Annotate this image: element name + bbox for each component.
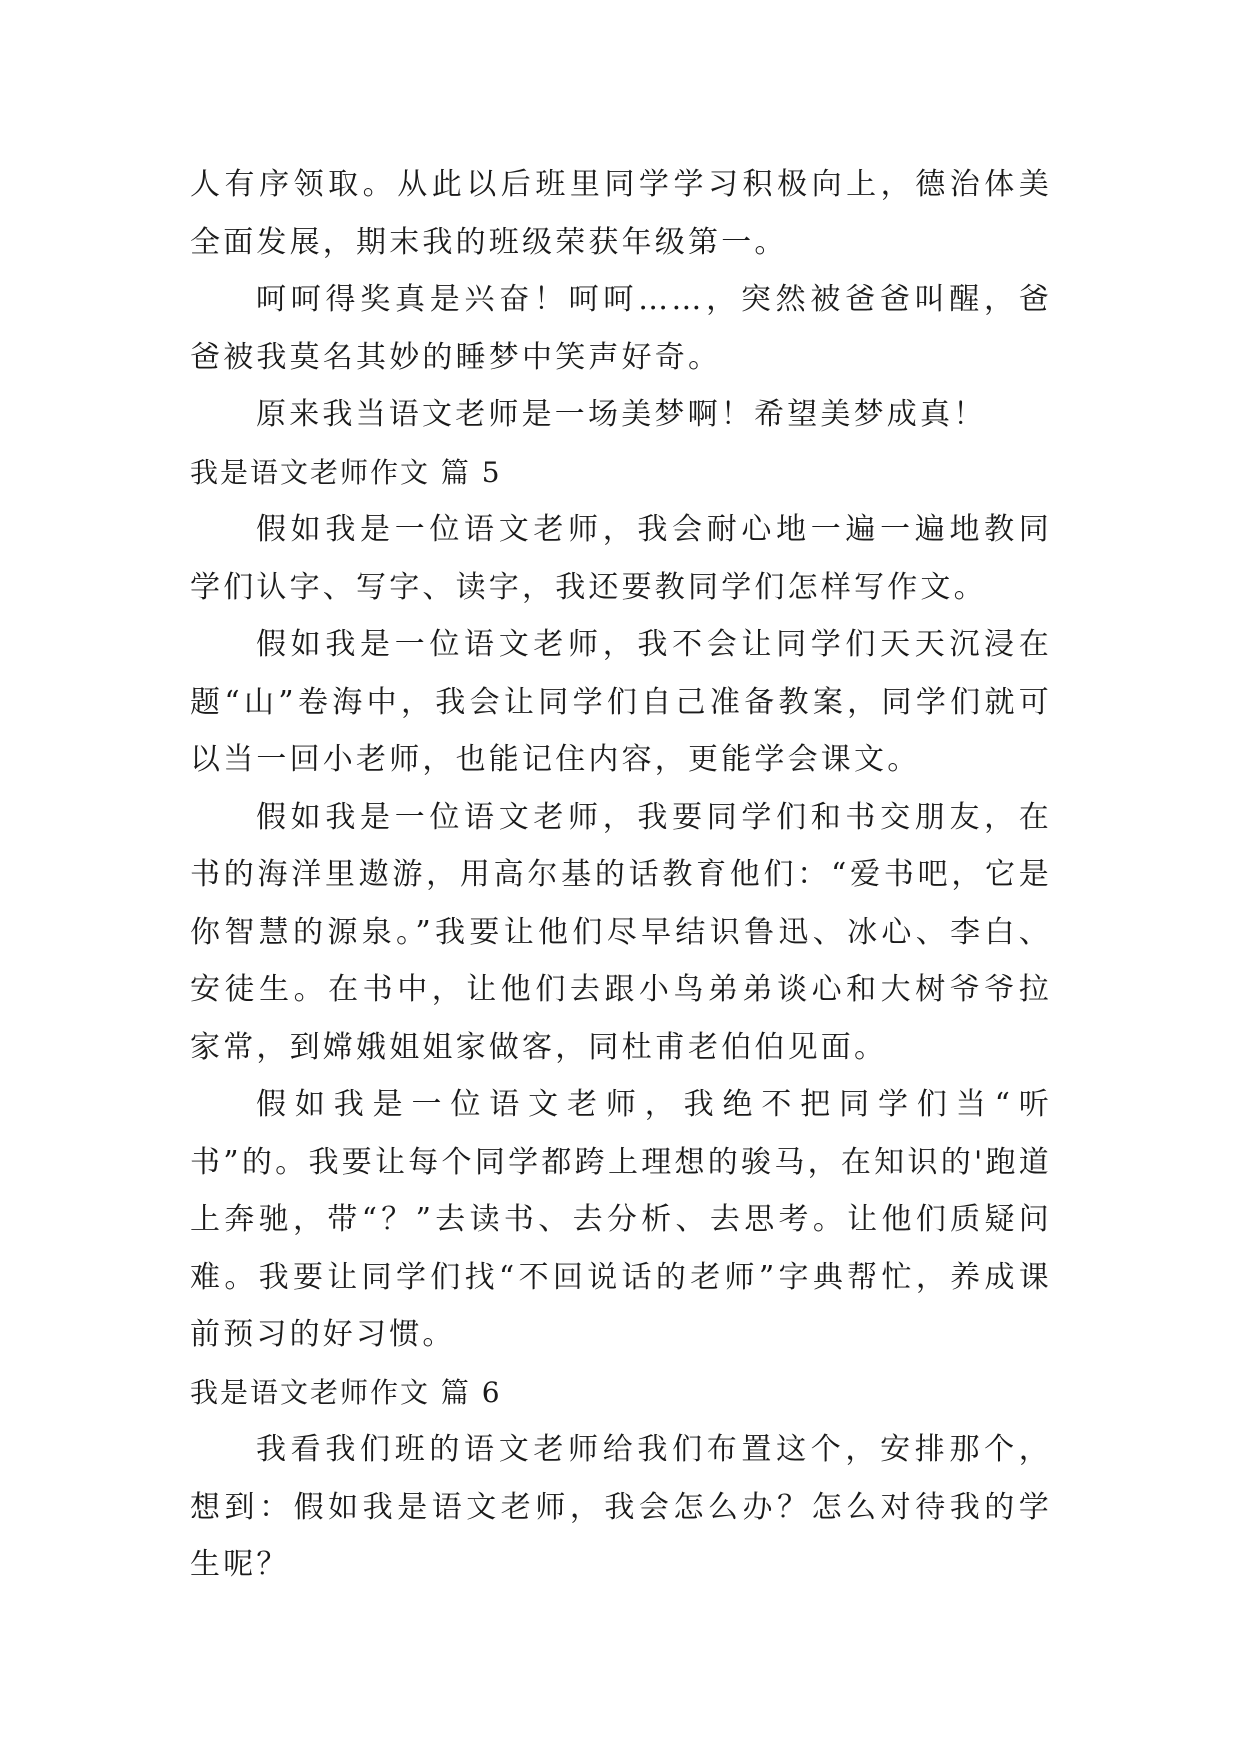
paragraph: 假如我是一位语文老师，我绝不把同学们当“听书”的。我要让每个同学都跨上理想的骏马，在知识的'跑道上奔驰，带“？”去读书、去分析、去思考。让他们质疑问难。我要让同学们找“不回说话的老师”字典帮忙，养成课前预习的好习惯。 (190, 1087, 1052, 1352)
paragraph: 呵呵得奖真是兴奋！呵呵……，突然被爸爸叫醒，爸爸被我莫名其妙的睡梦中笑声好奇。 (190, 282, 1052, 375)
paragraph: 原来我当语文老师是一场美梦啊！希望美梦成真！ (256, 397, 987, 432)
paragraph: 我看我们班的语文老师给我们布置这个，安排那个，想到：假如我是语文老师，我会怎么办？怎么对待我的学生呢？ (190, 1432, 1052, 1582)
paragraph: 假如我是一位语文老师，我要同学们和书交朋友，在书的海洋里遨游，用高尔基的话教育他们：“爱书吧，它是你智慧的源泉。”我要让他们尽早结识鲁迅、冰心、李白、安徒生。在书中，让他们去跟小鸟弟弟谈心和大树爷爷拉家常，到嫦娥姐姐家做客，同杜甫老伯伯见面。 (190, 799, 1052, 1065)
paragraph: 假如我是一位语文老师，我不会让同学们天天沉浸在题“山”卷海中，我会让同学们自己准备教案，同学们就可以当一回小老师，也能记住内容，更能学会课文。 (190, 627, 1052, 777)
document-body (190, 156, 1052, 1594)
section-heading: 我是语文老师作文 篇 6 (190, 1375, 502, 1409)
section-heading: 我是语文老师作文 篇 5 (190, 455, 502, 489)
paragraph: 人有序领取。从此以后班里同学学习积极向上，德治体美全面发展，期末我的班级荣获年级第一。 (190, 167, 1052, 260)
paragraph: 假如我是一位语文老师，我会耐心地一遍一遍地教同学们认字、写字、读字，我还要教同学们怎样写作文。 (190, 512, 1052, 605)
